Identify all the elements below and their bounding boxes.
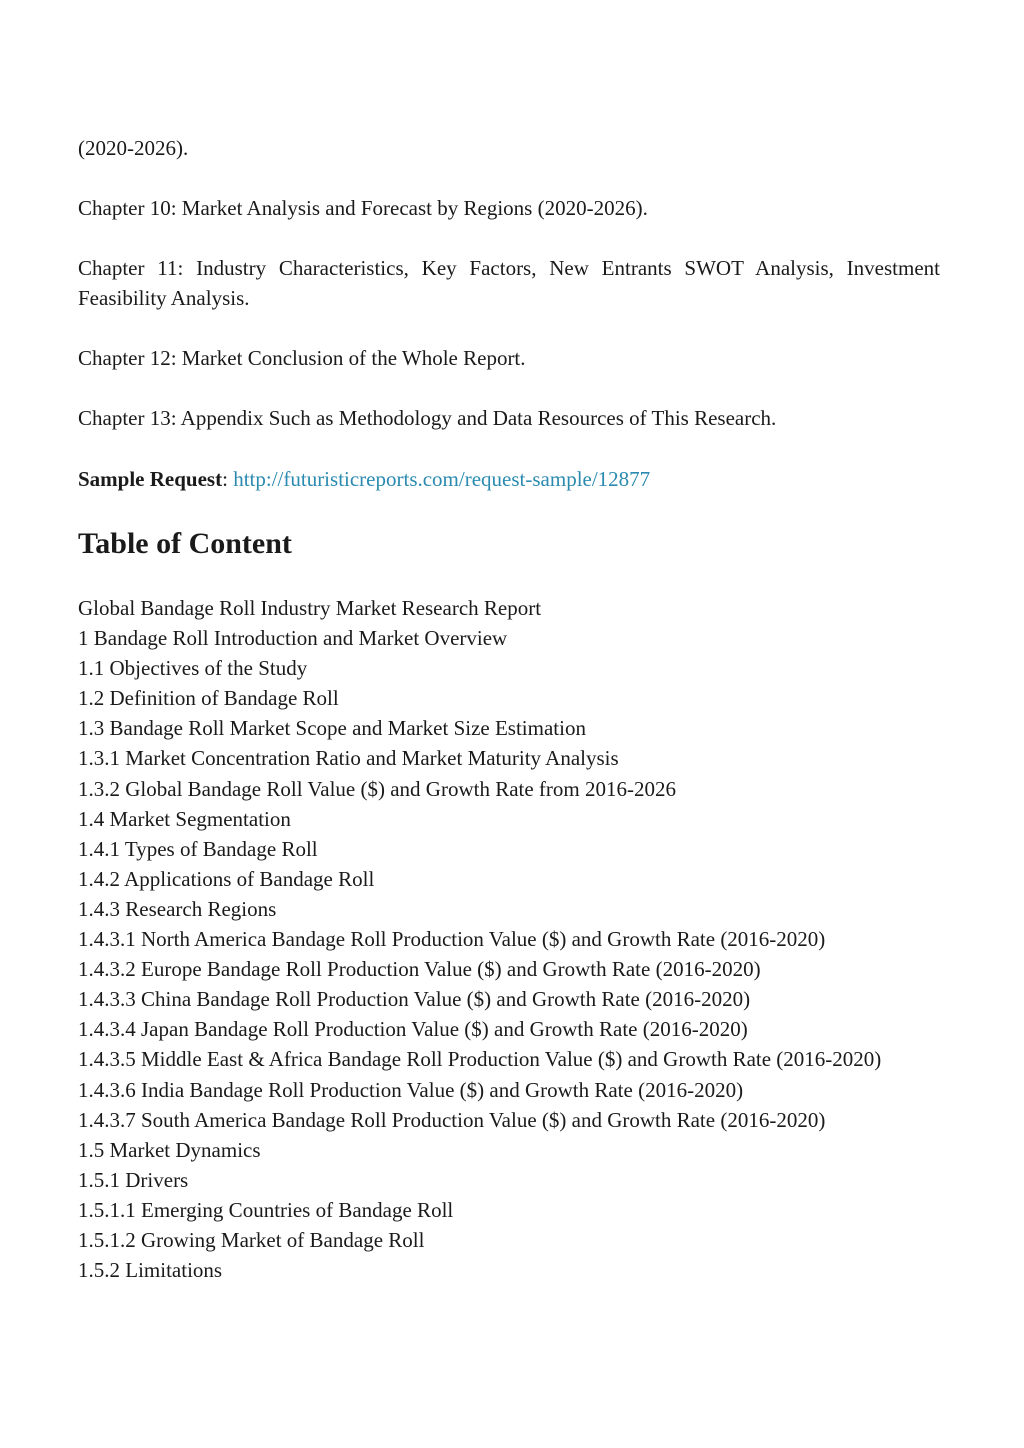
toc-item: 1.4 Market Segmentation: [78, 806, 291, 831]
sample-request-label: Sample Request: [78, 467, 223, 491]
toc-item: 1.3 Bandage Roll Market Scope and Market Size Estimation: [78, 716, 586, 741]
toc-item: 1.3.2 Global Bandage Roll Value ($) and Growth Rate from 2016-2026: [78, 776, 676, 801]
toc-item: 1.4.3.2 Europe Bandage Roll Production Value ($) and Growth Rate (2016-2020): [78, 957, 761, 982]
toc-item: 1.4.3.5 Middle East & Africa Bandage Roll Production Value ($) and Growth Rate (2016-2020): [78, 1047, 882, 1072]
toc-list: [78, 593, 940, 1285]
chapter-11-text: Chapter 11: Industry Characteristics, Key Factors, New Entrants SWOT Analysis, Investment Feasibility Analysis.: [78, 256, 940, 310]
toc-item: 1.2 Definition of Bandage Roll: [78, 686, 339, 711]
toc-item: 1.4.3.1 North America Bandage Roll Production Value ($) and Growth Rate (2016-2020): [78, 927, 826, 952]
toc-item: 1.5 Market Dynamics: [78, 1137, 261, 1162]
continued-text: (2020-2026).: [78, 136, 189, 160]
sample-request-separator: :: [222, 467, 234, 491]
toc-item: 1 Bandage Roll Introduction and Market Overview: [78, 626, 508, 651]
toc-item: 1.4.3 Research Regions: [78, 896, 277, 921]
sample-request-line: [78, 464, 940, 494]
chapter-13-text: Chapter 13: Appendix Such as Methodology and Data Resources of This Research.: [78, 406, 777, 430]
sample-request-link[interactable]: http://futuristicreports.com/request-sample/12877: [233, 467, 651, 491]
toc-item: 1.4.3.6 India Bandage Roll Production Value ($) and Growth Rate (2016-2020): [78, 1077, 744, 1102]
toc-item: 1.4.3.3 China Bandage Roll Production Value ($) and Growth Rate (2016-2020): [78, 987, 751, 1012]
toc-item: 1.5.1.2 Growing Market of Bandage Roll: [78, 1227, 425, 1252]
toc-item: 1.4.3.7 South America Bandage Roll Production Value ($) and Growth Rate (2016-2020): [78, 1107, 826, 1132]
toc-item: 1.5.1 Drivers: [78, 1167, 189, 1192]
toc-item: 1.4.3.4 Japan Bandage Roll Production Value ($) and Growth Rate (2016-2020): [78, 1017, 748, 1042]
toc-item: 1.3.1 Market Concentration Ratio and Market Maturity Analysis: [78, 746, 619, 771]
toc-item: 1.4.2 Applications of Bandage Roll: [78, 866, 375, 891]
toc-item: 1.5.1.1 Emerging Countries of Bandage Roll: [78, 1197, 454, 1222]
toc-item: 1.4.1 Types of Bandage Roll: [78, 836, 318, 861]
toc-item: 1.5.2 Limitations: [78, 1258, 223, 1283]
chapter-10-text: Chapter 10: Market Analysis and Forecast by Regions (2020-2026).: [78, 196, 648, 220]
chapter-12-text: Chapter 12: Market Conclusion of the Whole Report.: [78, 346, 526, 370]
toc-item: 1.1 Objectives of the Study: [78, 656, 308, 681]
toc-heading: Table of Content: [78, 527, 292, 560]
toc-item: Global Bandage Roll Industry Market Research Report: [78, 596, 542, 620]
